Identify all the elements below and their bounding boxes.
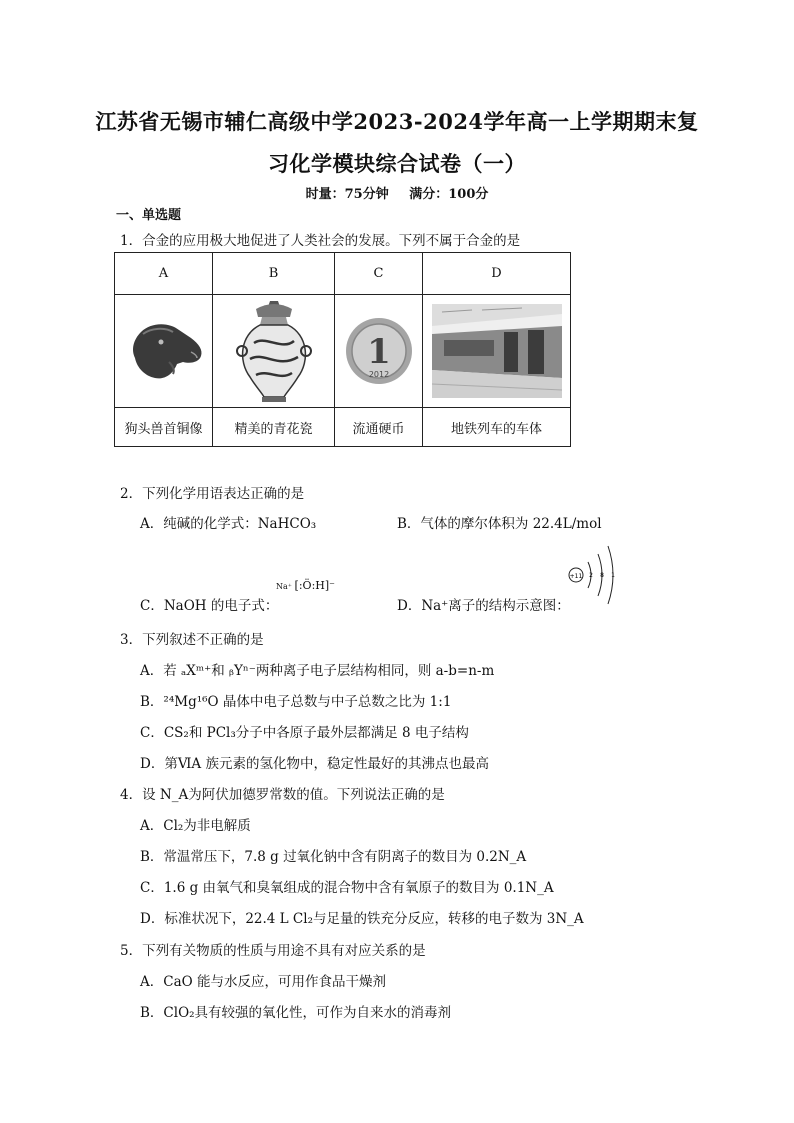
q1-header-d: D <box>423 253 571 295</box>
q1-image-b <box>213 295 335 408</box>
naoh-electron-formula <box>276 579 335 592</box>
doc-title-line2: 习化学模块综合试卷（一） <box>268 151 526 176</box>
hydroxide-ion: [:Ö:H]⁻ <box>294 579 335 592</box>
q3-option-d: D．第ⅥA 族元素的氢化物中，稳定性最好的其沸点也最高 <box>140 756 489 772</box>
exam-meta <box>0 183 794 202</box>
q1-caption-d: 地铁列车的车体 <box>423 408 571 447</box>
na-ion: Na⁺ <box>276 582 292 591</box>
q1-image-d <box>423 295 571 408</box>
q1-header-a: A <box>115 253 213 295</box>
q2-stem: 2．下列化学用语表达正确的是 <box>120 486 305 502</box>
electron-shell-icon <box>566 540 622 610</box>
q4-option-b: B．常温常压下，7.8 g 过氧化钠中含有阴离子的数目为 0.2N_A <box>140 849 527 865</box>
q4-stem: 4．设 N_A为阿伏加德罗常数的值。下列说法正确的是 <box>120 787 445 803</box>
q2-option-b: B．气体的摩尔体积为 22.4L/mol <box>397 516 602 532</box>
score-label: 满分：100分 <box>409 187 489 202</box>
q1-header-c: C <box>335 253 423 295</box>
nucleus-charge: +11 <box>569 573 583 580</box>
q1-image-a <box>115 295 213 408</box>
bronze-dog-head-icon <box>121 314 207 388</box>
shell-3-electrons: 1 <box>611 572 615 579</box>
coin-year: 2012 <box>368 370 389 379</box>
na-ion-structure-diagram <box>566 540 622 610</box>
q1-header-b: B <box>213 253 335 295</box>
coin-digit: 1 <box>366 332 391 372</box>
shell-2-electrons: 8 <box>600 572 604 579</box>
porcelain-vase-icon <box>226 297 322 405</box>
q4-option-c: C．1.6 g 由氧气和臭氧组成的混合物中含有氧原子的数目为 0.1N_A <box>140 880 554 896</box>
q1-stem: 1．合金的应用极大地促进了人类社会的发展。下列不属于合金的是 <box>120 233 521 249</box>
q5-option-a: A．CaO 能与水反应，可用作食品干燥剂 <box>140 974 386 990</box>
time-label: 时量：75分钟 <box>305 187 389 202</box>
q4-option-d: D．标准状况下，22.4 L Cl₂与足量的铁充分反应，转移的电子数为 3N_A <box>140 911 584 927</box>
q5-option-b: B．ClO₂具有较强的氧化性，可作为自来水的消毒剂 <box>140 1005 452 1021</box>
section-heading: 一、单选题 <box>116 208 182 223</box>
q1-image-c <box>335 295 423 408</box>
doc-title-line1: 江苏省无锡市辅仁高级中学2023-2024学年高一上学期期末复 <box>95 109 699 134</box>
q1-option-table <box>114 252 571 447</box>
q2-option-d: D．Na⁺离子的结构示意图： <box>397 598 570 614</box>
q3-option-a: A．若 ₐXᵐ⁺和 ᵦYⁿ⁻两种离子电子层结构相同，则 a-b=n-m <box>140 663 495 679</box>
subway-train-icon <box>432 304 562 398</box>
q1-caption-b: 精美的青花瓷 <box>213 408 335 447</box>
coin-icon <box>343 315 415 387</box>
q2-option-a: A．纯碱的化学式：NaHCO₃ <box>140 516 317 532</box>
q3-stem: 3．下列叙述不正确的是 <box>120 632 264 648</box>
shell-1-electrons: 2 <box>589 572 593 579</box>
q4-option-a: A．Cl₂为非电解质 <box>140 818 251 834</box>
q1-caption-a: 狗头兽首铜像 <box>115 408 213 447</box>
q5-stem: 5．下列有关物质的性质与用途不具有对应关系的是 <box>120 943 426 959</box>
q2-option-c: C．NaOH 的电子式： <box>140 598 279 614</box>
q3-option-c: C．CS₂和 PCl₃分子中各原子最外层都满足 8 电子结构 <box>140 725 469 741</box>
q3-option-b: B．²⁴Mg¹⁶O 晶体中电子总数与中子总数之比为 1:1 <box>140 694 452 710</box>
q1-caption-c: 流通硬币 <box>335 408 423 447</box>
